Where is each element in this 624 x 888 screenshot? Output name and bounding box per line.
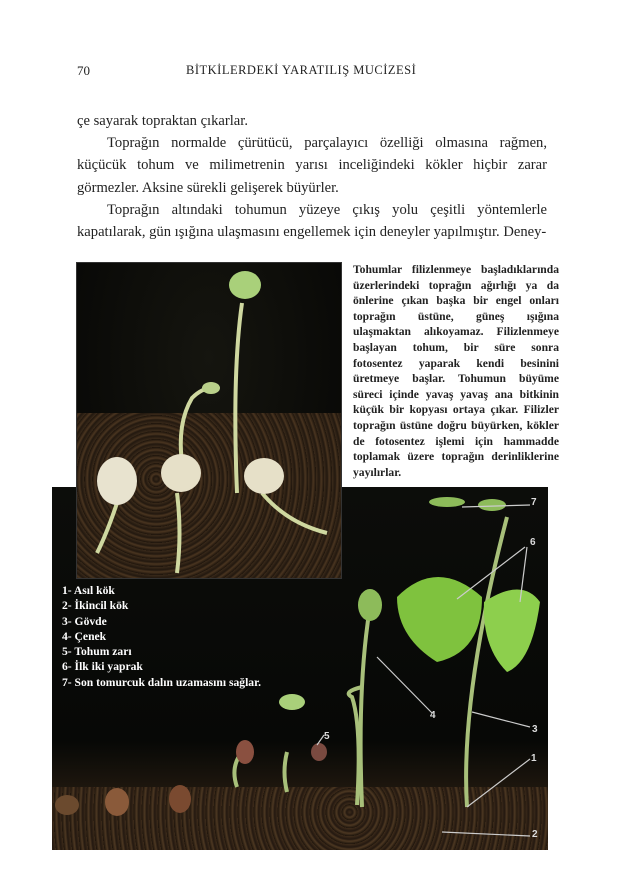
legend-item: 2- İkincil kök xyxy=(62,599,129,613)
paragraph: çe sayarak topraktan çıkarlar. xyxy=(77,113,248,129)
callout-2: 2 xyxy=(532,829,538,840)
page-number: 70 xyxy=(77,63,90,78)
legend-item: 7- Son tomurcuk dalın uzamasını sağlar. xyxy=(62,675,262,689)
body-text xyxy=(77,110,547,243)
callout-3: 3 xyxy=(532,724,538,735)
legend-item: 5- Tohum zarı xyxy=(62,645,132,659)
callout-6: 6 xyxy=(530,537,536,548)
legend xyxy=(62,583,261,690)
callout-5: 5 xyxy=(324,731,330,742)
running-title: BİTKİLERDEKİ YARATILIŞ MUCİZESİ xyxy=(186,63,417,77)
legend-item: 3- Gövde xyxy=(62,614,107,628)
photo-caption: Tohumlar filizlenmeye başladıklarında üzerlerindeki toprağın ağırlığı ya da önlerine çıkan başka bir engel onları toprağın üstüne, güneş ışığına ulaşmaktan alıkoyamaz. Filizlenmeye başlayan tohum, bir süre sonra fotosentez yaparak kendi besinini üretmeye başlar. Tohumun büyüme süreci içinde yavaş yavaş ana bitkinin küçük bir kopyası ortaya çıkar. Filizler toprağın üstüne doğru büyürken, kökler de fotosentez işlemi için hammadde toplamak üzere toprağın derinliklerine yayılırlar. xyxy=(353,263,559,479)
legend-item: 6- İlk iki yaprak xyxy=(62,660,143,674)
paragraph: Toprağın altındaki tohumun yüzeye çıkış yolu çeşitli yöntemlerle kapatılarak, gün ışığına ulaşmasını engellemek için deneyler yapılmıştır. Deney- xyxy=(77,201,547,241)
germinating-seeds-photo xyxy=(76,262,342,579)
callout-7: 7 xyxy=(531,497,537,508)
seeds-illustration xyxy=(77,263,341,578)
callout-4: 4 xyxy=(430,710,436,721)
legend-item: 1- Asıl kök xyxy=(62,584,115,597)
callout-1: 1 xyxy=(531,753,537,764)
legend-item: 4- Çenek xyxy=(62,629,107,643)
paragraph: Toprağın normalde çürütücü, parçalayıcı özelliği olmasına rağmen, küçücük tohum ve milimetrenin yarısı inceliğindeki kökler hiçbir zarar görmezler. Aksine sürekli gelişerek büyürler. xyxy=(77,135,547,196)
